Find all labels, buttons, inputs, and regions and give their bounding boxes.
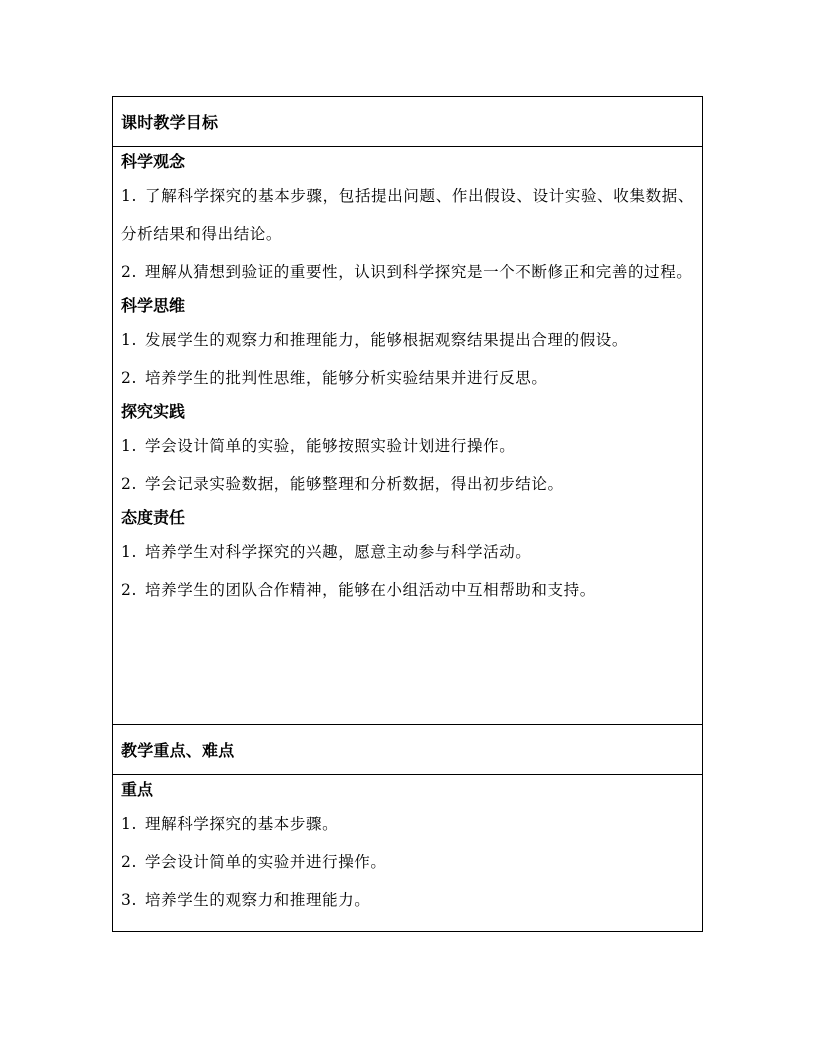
list-item: 2. 培养学生的批判性思维，能够分析实验结果并进行反思。 (121, 369, 548, 387)
group-heading-scientific-thinking: 科学思维 (121, 296, 186, 315)
group-heading-attitude-responsibility: 态度责任 (121, 508, 186, 527)
keypoints-title: 教学重点、难点 (121, 741, 235, 760)
list-item: 2. 理解从猜想到验证的重要性，认识到科学探究是一个不断修正和完善的过程。 (121, 263, 693, 281)
group-heading-inquiry-practice: 探究实践 (121, 402, 186, 421)
list-item: 1. 发展学生的观察力和推理能力，能够根据观察结果提出合理的假设。 (121, 331, 629, 349)
objectives-content-row (113, 147, 702, 725)
group-heading-key-points: 重点 (121, 780, 154, 799)
keypoints-content-row (113, 775, 702, 933)
list-item: 1. 培养学生对科学探究的兴趣，愿意主动参与科学活动。 (121, 543, 532, 561)
list-item: 2. 学会设计简单的实验并进行操作。 (121, 853, 387, 871)
list-item: 2. 培养学生的团队合作精神，能够在小组活动中互相帮助和支持。 (121, 581, 596, 599)
list-item: 1. 学会设计简单的实验，能够按照实验计划进行操作。 (121, 437, 516, 455)
objectives-title: 课时教学目标 (121, 113, 219, 132)
list-item: 2. 学会记录实验数据，能够整理和分析数据，得出初步结论。 (121, 475, 564, 493)
keypoints-header-row (113, 725, 702, 775)
list-item: 3. 培养学生的观察力和推理能力。 (121, 891, 371, 909)
group-heading-scientific-concept: 科学观念 (121, 152, 186, 171)
lesson-plan-table (112, 96, 703, 932)
objectives-header-row (113, 97, 702, 147)
list-item: 1. 理解科学探究的基本步骤。 (121, 815, 339, 833)
list-item: 1. 了解科学探究的基本步骤，包括提出问题、作出假设、设计实验、收集数据、分析结果和得出结论。 (121, 187, 694, 243)
